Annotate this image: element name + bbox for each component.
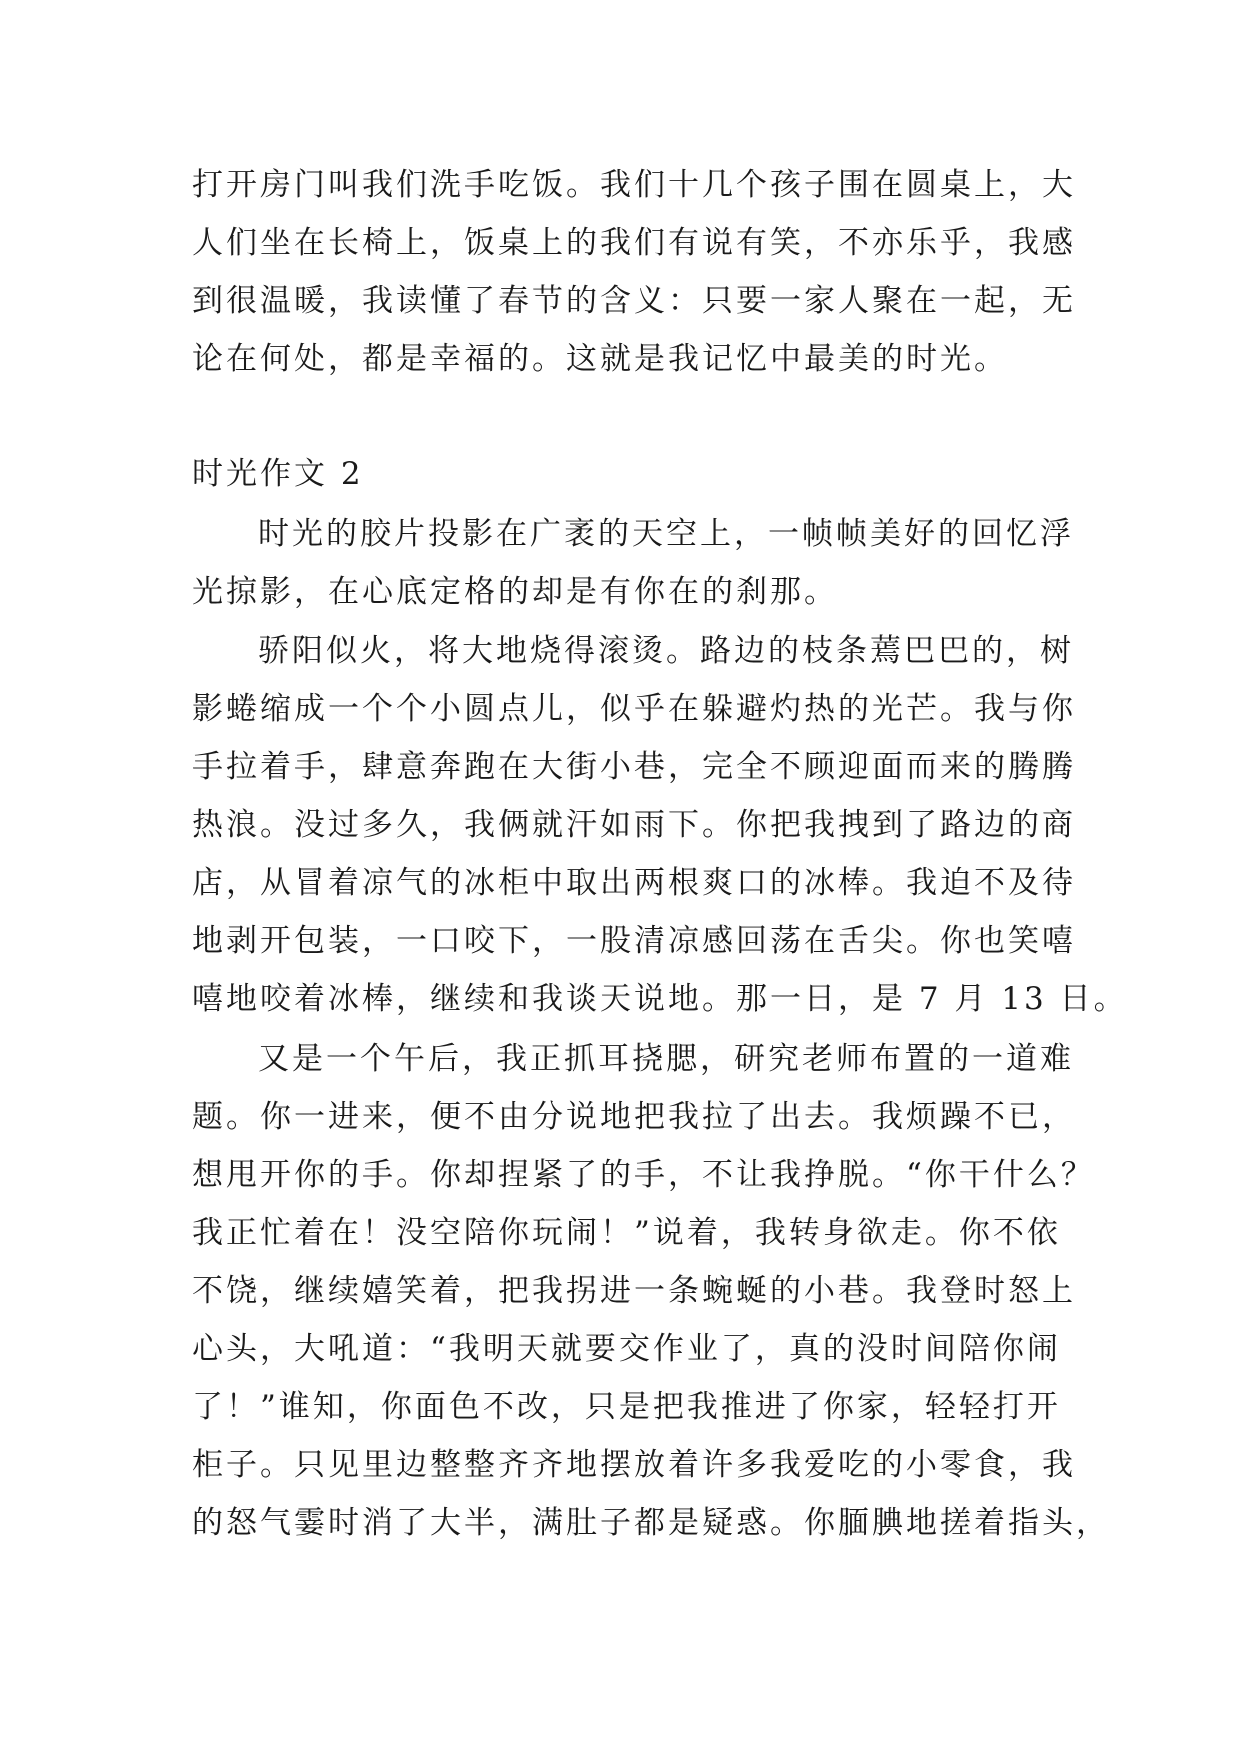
text-line: 想甩开你的手。你却捏紧了的手，不让我挣脱。“你干什么？	[192, 1157, 1095, 1193]
text-line: 骄阳似火，将大地烧得滚烫。路边的枝条蔫巴巴的，树	[258, 633, 1074, 669]
text-line: 的怒气霎时消了大半，满肚子都是疑惑。你腼腆地搓着指头，	[192, 1505, 1110, 1541]
paragraph-intro	[192, 505, 1074, 621]
text-line: 嘻地咬着冰棒，继续和我谈天说地。那一日，是 7 月 13 日。	[192, 981, 1128, 1017]
text-line: 不饶，继续嬉笑着，把我拐进一条蜿蜒的小巷。我登时怒上	[192, 1273, 1076, 1309]
text-line: 柜子。只见里边整整齐齐地摆放着许多我爱吃的小零食，我	[192, 1447, 1076, 1483]
text-line: 论在何处，都是幸福的。这就是我记忆中最美的时光。	[192, 341, 1008, 377]
paragraph-afternoon	[192, 1030, 1110, 1552]
text-line: 手拉着手，肆意奔跑在大街小巷，完全不顾迎面而来的腾腾	[192, 749, 1076, 785]
text-line: 我正忙着在！没空陪你玩闹！”说着，我转身欲走。你不依	[192, 1215, 1061, 1251]
essay-title: 时光作文 2	[192, 456, 364, 492]
text-line: 影蜷缩成一个个小圆点儿，似乎在躲避灼热的光芒。我与你	[192, 691, 1076, 727]
text-line: 时光的胶片投影在广袤的天空上，一帧帧美好的回忆浮	[258, 516, 1074, 552]
text-line: 店，从冒着凉气的冰柜中取出两根爽口的冰棒。我迫不及待	[192, 865, 1076, 901]
text-line: 到很温暖，我读懂了春节的含义：只要一家人聚在一起，无	[192, 283, 1076, 319]
text-line: 又是一个午后，我正抓耳挠腮，研究老师布置的一道难	[258, 1041, 1074, 1077]
text-line: 人们坐在长椅上，饭桌上的我们有说有笑，不亦乐乎，我感	[192, 225, 1076, 261]
text-line: 打开房门叫我们洗手吃饭。我们十几个孩子围在圆桌上，大	[192, 167, 1076, 203]
essay-heading	[192, 445, 1052, 503]
text-line: 光掠影，在心底定格的却是有你在的刹那。	[192, 574, 838, 610]
paragraph-continued	[192, 156, 1076, 388]
text-line: 心头，大吼道：“我明天就要交作业了，真的没时间陪你闹	[192, 1331, 1061, 1367]
text-line: 热浪。没过多久，我俩就汗如雨下。你把我拽到了路边的商	[192, 807, 1076, 843]
text-line: 题。你一进来，便不由分说地把我拉了出去。我烦躁不已，	[192, 1099, 1076, 1135]
text-line: 地剥开包装，一口咬下，一股清凉感回荡在舌尖。你也笑嘻	[192, 923, 1076, 959]
paragraph-summer	[192, 622, 1128, 1028]
text-line: 了！”谁知，你面色不改，只是把我推进了你家，轻轻打开	[192, 1389, 1061, 1425]
